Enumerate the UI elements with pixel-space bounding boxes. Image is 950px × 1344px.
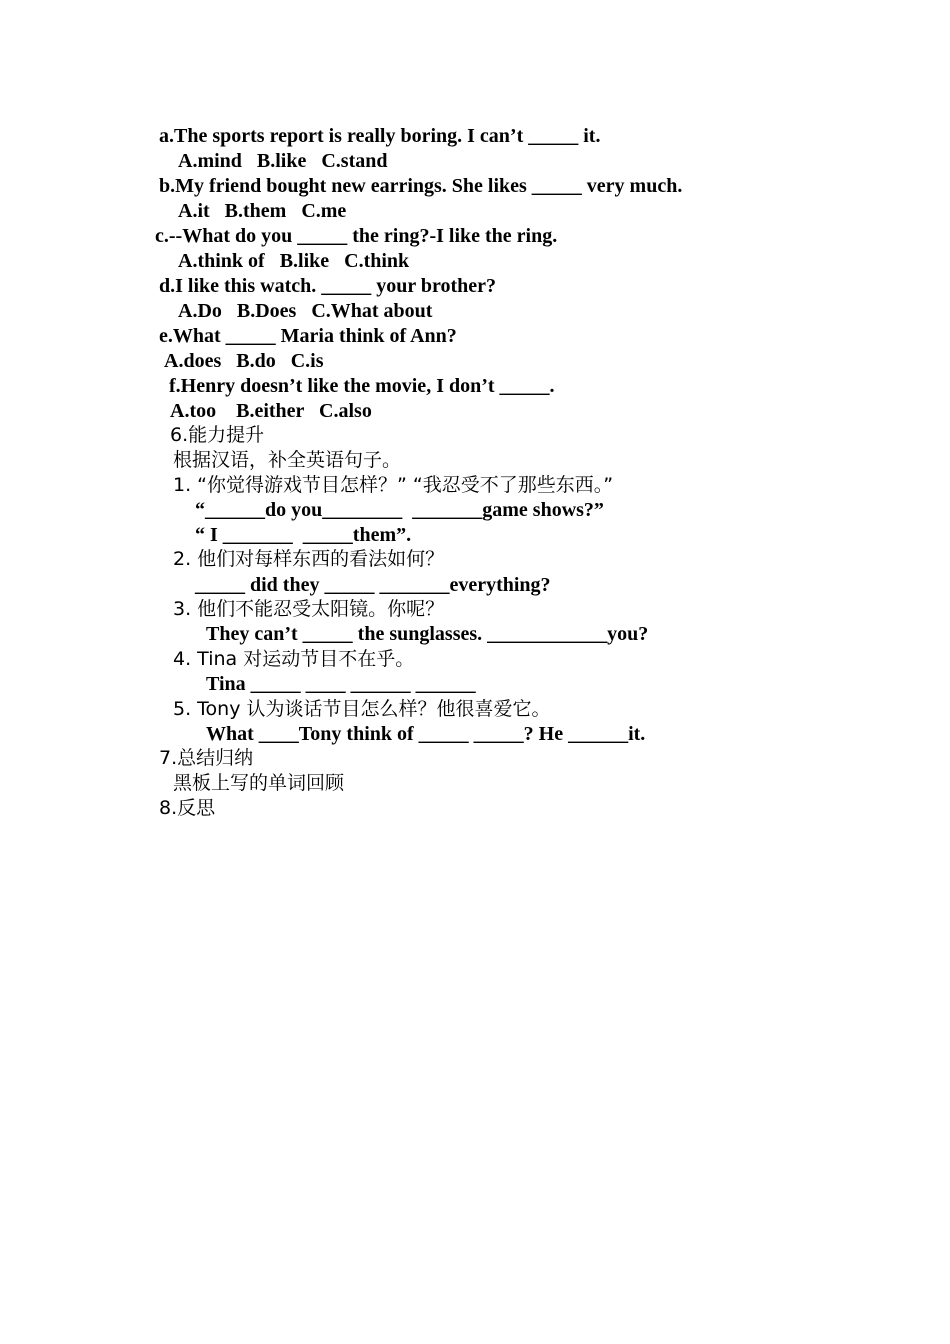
options-b: A.it B.them C.me xyxy=(178,200,347,222)
options-f: A.too B.either C.also xyxy=(170,400,372,422)
section-7-content: 黑板上写的单词回顾 xyxy=(173,772,345,794)
sentence-5-chinese: 5. Tony 认为谈话节目怎么样？他很喜爱它。 xyxy=(173,698,551,720)
question-c: c.--What do you _____ the ring?-I like the ring. xyxy=(155,225,558,247)
section-7-heading: 7.总结归纳 xyxy=(159,747,254,769)
section-6-instruction: 根据汉语，补全英语句子。 xyxy=(173,449,402,471)
sentence-4-chinese: 4. Tina 对运动节目不在乎。 xyxy=(173,648,415,670)
section-8-heading: 8.反思 xyxy=(159,797,216,819)
options-d: A.Do B.Does C.What about xyxy=(178,300,433,322)
sentence-1-english-2: “ I _______ _____them”. xyxy=(195,524,412,546)
sentence-2-english: _____ did they _____ _______everything? xyxy=(195,574,551,596)
sentence-5-english: What ____Tony think of _____ _____? He ______it. xyxy=(206,723,646,745)
sentence-3-english: They can’t _____ the sunglasses. ____________you? xyxy=(206,623,649,645)
question-d: d.I like this watch. _____ your brother? xyxy=(159,275,497,297)
sentence-1-english: “______do you________ _______game shows?” xyxy=(195,499,604,521)
section-6-heading: 6.能力提升 xyxy=(170,424,265,446)
question-a: a.The sports report is really boring. I can’t _____ it. xyxy=(159,125,601,147)
question-e: e.What _____ Maria think of Ann? xyxy=(159,325,457,347)
sentence-4-english: Tina _____ ____ ______ ______ xyxy=(206,673,476,695)
options-c: A.think of B.like C.think xyxy=(178,250,410,272)
sentence-1-chinese: 1. “你觉得游戏节目怎样？” “我忍受不了那些东西。” xyxy=(173,474,614,496)
question-b: b.My friend bought new earrings. She likes _____ very much. xyxy=(159,175,683,197)
question-f: f.Henry doesn’t like the movie, I don’t _____. xyxy=(169,375,555,397)
options-a: A.mind B.like C.stand xyxy=(178,150,388,172)
sentence-2-chinese: 2. 他们对每样东西的看法如何？ xyxy=(173,548,445,570)
sentence-3-chinese: 3. 他们不能忍受太阳镜。你呢？ xyxy=(173,598,445,620)
options-e: A.does B.do C.is xyxy=(164,350,324,372)
